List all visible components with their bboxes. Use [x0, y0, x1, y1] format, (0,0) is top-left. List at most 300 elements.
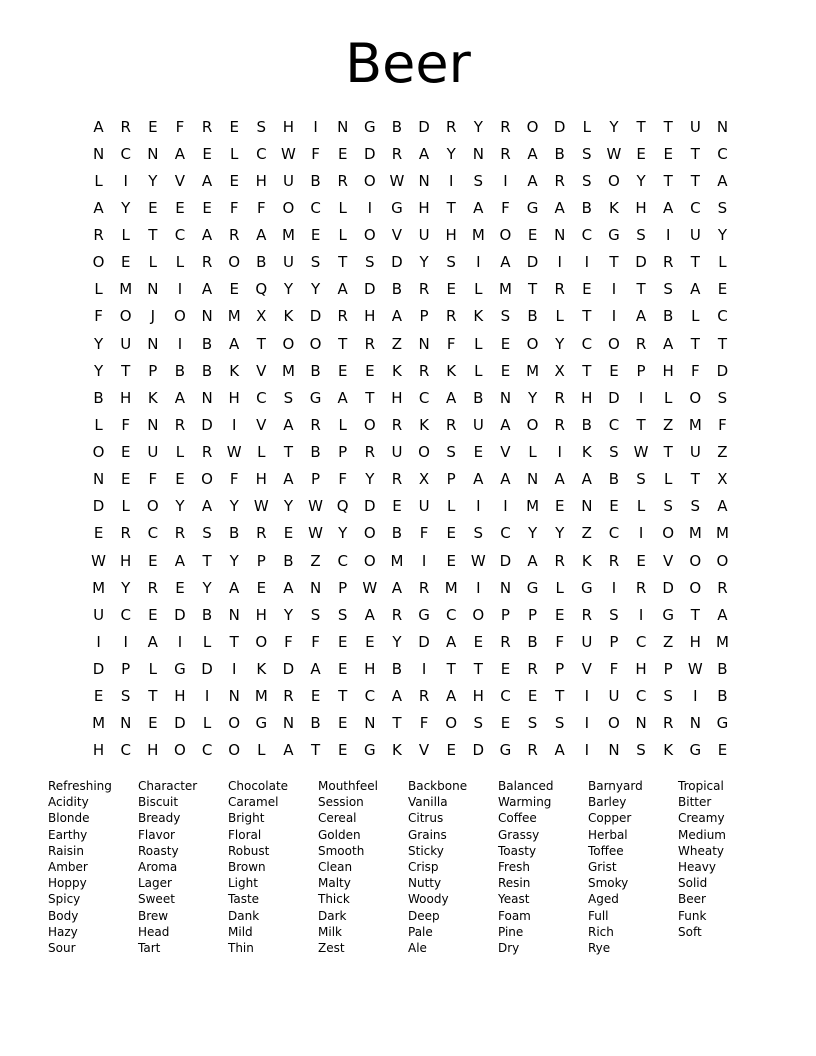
- grid-letter: I: [123, 171, 128, 190]
- grid-letter: A: [635, 307, 647, 326]
- grid-letter: T: [148, 687, 158, 706]
- grid-letter: G: [391, 198, 403, 217]
- grid-letter: F: [501, 198, 510, 217]
- grid-letter: V: [500, 443, 511, 462]
- grid-letter: D: [499, 551, 512, 570]
- grid-letter: A: [663, 334, 674, 353]
- grid-letter: A: [174, 551, 186, 570]
- grid-letter: M: [471, 226, 485, 245]
- grid-letter: E: [527, 687, 538, 706]
- grid-letter: G: [608, 226, 620, 245]
- grid-letter: T: [663, 443, 673, 462]
- word-list-item: Funk: [678, 908, 707, 923]
- word-list-item: Resin: [498, 876, 531, 891]
- grid-letter: M: [688, 524, 702, 543]
- word-list-item: Flavor: [138, 827, 175, 842]
- grid-letter: C: [717, 307, 728, 326]
- grid-letter: G: [581, 578, 593, 597]
- grid-letter: O: [608, 171, 620, 190]
- grid-letter: A: [201, 280, 213, 299]
- grid-letter: A: [500, 253, 511, 272]
- word-list-item: Character: [138, 779, 198, 793]
- grid-letter: T: [338, 687, 348, 706]
- grid-letter: O: [716, 551, 729, 570]
- grid-letter: E: [663, 144, 673, 163]
- word-list-item: Woody: [408, 892, 449, 907]
- grid-letter: O: [472, 605, 485, 624]
- grid-letter: F: [121, 415, 130, 434]
- grid-letter: Z: [391, 334, 403, 353]
- grid-letter: P: [311, 470, 321, 489]
- grid-letter: R: [256, 524, 267, 543]
- grid-letter: T: [446, 198, 456, 217]
- grid-letter: X: [418, 470, 430, 489]
- grid-letter: U: [472, 415, 484, 434]
- grid-letter: M: [281, 361, 295, 380]
- grid-letter: K: [147, 388, 158, 407]
- grid-letter: O: [201, 470, 213, 489]
- grid-letter: G: [526, 578, 539, 597]
- grid-letter: L: [94, 171, 103, 190]
- grid-letter: B: [201, 361, 213, 380]
- grid-letter: E: [636, 144, 646, 163]
- grid-letter: A: [147, 632, 158, 651]
- grid-letter: B: [527, 632, 538, 651]
- grid-letter: B: [310, 171, 321, 190]
- grid-letter: E: [148, 198, 158, 217]
- grid-letter: R: [337, 307, 348, 326]
- grid-letter: E: [500, 361, 511, 380]
- grid-letter: E: [582, 280, 592, 299]
- grid-letter: G: [662, 605, 674, 624]
- grid-letter: A: [93, 198, 104, 217]
- grid-letter: B: [391, 524, 403, 543]
- word-list-item: Zest: [318, 940, 345, 955]
- grid-letter: L: [582, 117, 591, 136]
- grid-letter: Y: [175, 497, 185, 516]
- grid-letter: I: [584, 253, 590, 272]
- grid-letter: E: [337, 741, 348, 760]
- grid-letter: Y: [93, 361, 104, 380]
- grid-letter: C: [581, 334, 593, 353]
- grid-letter: B: [391, 280, 403, 299]
- word-list-item: Bready: [138, 811, 181, 826]
- grid-letter: H: [147, 741, 159, 760]
- word-list-item: Amber: [48, 859, 88, 874]
- word-list-item: Chocolate: [228, 779, 289, 793]
- grid-letter: U: [689, 443, 701, 462]
- word-list-item: Dark: [318, 908, 347, 923]
- grid-letter: W: [253, 497, 269, 516]
- grid-letter: S: [663, 687, 673, 706]
- grid-letter: C: [690, 198, 701, 217]
- grid-letter: A: [554, 198, 565, 217]
- grid-letter: T: [690, 171, 700, 190]
- grid-letter: N: [201, 388, 213, 407]
- word-list-item: Lager: [138, 876, 172, 891]
- grid-letter: M: [444, 578, 458, 597]
- grid-letter: R: [500, 144, 511, 163]
- grid-letter: N: [120, 714, 132, 733]
- grid-letter: F: [284, 632, 293, 651]
- letter-grid: [85, 113, 736, 764]
- grid-letter: S: [690, 497, 701, 516]
- grid-letter: A: [446, 632, 457, 651]
- grid-letter: E: [473, 632, 484, 651]
- grid-letter: C: [120, 741, 131, 760]
- grid-letter: F: [419, 524, 429, 543]
- grid-letter: U: [282, 171, 294, 190]
- word-list-item: Beer: [678, 892, 706, 907]
- grid-letter: B: [229, 524, 240, 543]
- word-list-item: Rye: [588, 940, 611, 955]
- grid-letter: O: [608, 714, 620, 733]
- grid-letter: N: [147, 415, 159, 434]
- grid-letter: W: [389, 171, 405, 190]
- grid-letter: S: [365, 253, 375, 272]
- grid-letter: M: [526, 361, 540, 380]
- grid-letter: Y: [202, 578, 212, 597]
- grid-letter: E: [148, 551, 158, 570]
- word-list-item: Golden: [318, 827, 361, 842]
- grid-letter: H: [581, 388, 593, 407]
- word-list-item: Yeast: [498, 892, 530, 907]
- grid-letter: J: [150, 307, 156, 326]
- grid-letter: X: [717, 470, 728, 489]
- grid-letter: A: [201, 171, 213, 190]
- grid-letter: E: [310, 226, 321, 245]
- grid-letter: Y: [527, 388, 538, 407]
- grid-letter: T: [202, 551, 212, 570]
- grid-letter: H: [445, 226, 457, 245]
- grid-letter: S: [446, 253, 456, 272]
- grid-letter: E: [175, 198, 185, 217]
- grid-letter: O: [228, 714, 241, 733]
- word-list-item: Balanced: [498, 779, 554, 793]
- word-list-item: Roasty: [138, 843, 179, 858]
- grid-letter: H: [120, 551, 132, 570]
- grid-letter: E: [554, 497, 565, 516]
- grid-letter: O: [228, 741, 241, 760]
- grid-letter: F: [229, 470, 239, 489]
- grid-letter: N: [716, 117, 729, 136]
- grid-letter: P: [446, 470, 456, 489]
- grid-letter: L: [447, 497, 456, 516]
- grid-letter: N: [228, 687, 240, 706]
- grid-letter: L: [474, 280, 483, 299]
- grid-letter: S: [663, 280, 673, 299]
- grid-letter: T: [148, 226, 158, 245]
- word-list-item: Body: [48, 908, 79, 923]
- grid-letter: K: [256, 660, 267, 679]
- grid-letter: E: [392, 497, 402, 516]
- word-list-item: Herbal: [588, 827, 628, 842]
- grid-letter: I: [177, 280, 183, 299]
- grid-letter: Y: [717, 226, 728, 245]
- grid-letter: R: [581, 605, 593, 624]
- grid-letter: Z: [663, 632, 674, 651]
- grid-letter: R: [527, 660, 538, 679]
- grid-letter: O: [499, 226, 512, 245]
- grid-letter: V: [581, 660, 592, 679]
- word-list-item: Coffee: [498, 811, 537, 826]
- grid-letter: E: [446, 280, 456, 299]
- grid-letter: E: [120, 253, 131, 272]
- grid-letter: G: [174, 660, 186, 679]
- grid-letter: A: [527, 551, 538, 570]
- word-list-item: Foam: [498, 908, 531, 923]
- grid-letter: N: [282, 714, 295, 733]
- grid-letter: H: [635, 198, 647, 217]
- word-list-item: Nutty: [408, 876, 442, 891]
- grid-letter: N: [472, 144, 484, 163]
- grid-letter: T: [582, 307, 592, 326]
- grid-letter: E: [148, 714, 158, 733]
- grid-letter: Q: [255, 280, 268, 299]
- grid-letter: L: [202, 714, 212, 733]
- grid-letter: L: [257, 741, 266, 760]
- grid-letter: P: [555, 660, 565, 679]
- grid-letter: L: [202, 632, 212, 651]
- grid-letter: L: [691, 307, 700, 326]
- grid-letter: I: [611, 280, 617, 299]
- word-list-item: Robust: [228, 843, 270, 858]
- grid-letter: A: [283, 470, 294, 489]
- grid-letter: U: [120, 334, 132, 353]
- word-list-item: Cereal: [318, 811, 357, 826]
- grid-letter: U: [581, 632, 593, 651]
- grid-letter: T: [121, 361, 131, 380]
- grid-letter: L: [338, 415, 347, 434]
- grid-letter: I: [638, 605, 644, 624]
- grid-letter: I: [584, 714, 590, 733]
- grid-letter: R: [527, 741, 538, 760]
- grid-letter: H: [255, 171, 267, 190]
- grid-letter: R: [120, 117, 131, 136]
- grid-letter: C: [201, 741, 213, 760]
- grid-letter: K: [419, 415, 429, 434]
- grid-letter: T: [582, 361, 592, 380]
- word-list-item: Grains: [408, 827, 447, 842]
- grid-letter: N: [526, 470, 539, 489]
- grid-letter: M: [92, 578, 106, 597]
- grid-letter: M: [498, 280, 512, 299]
- grid-letter: K: [581, 443, 592, 462]
- grid-letter: B: [310, 443, 321, 462]
- grid-letter: L: [230, 144, 239, 163]
- grid-letter: M: [227, 307, 241, 326]
- grid-letter: D: [201, 415, 213, 434]
- grid-letter: N: [581, 497, 593, 516]
- grid-letter: W: [91, 551, 106, 570]
- grid-letter: R: [391, 605, 403, 624]
- grid-letter: W: [633, 443, 649, 462]
- word-list-item: Bright: [228, 811, 265, 826]
- grid-letter: A: [581, 470, 592, 489]
- word-list-item: Milk: [318, 924, 342, 939]
- grid-letter: O: [119, 307, 132, 326]
- grid-letter: M: [92, 714, 106, 733]
- grid-letter: L: [94, 280, 103, 299]
- grid-letter: R: [418, 361, 430, 380]
- grid-letter: B: [554, 144, 565, 163]
- grid-letter: O: [228, 253, 241, 272]
- grid-letter: E: [202, 198, 212, 217]
- grid-letter: R: [662, 714, 674, 733]
- grid-letter: U: [689, 226, 701, 245]
- grid-letter: Y: [310, 280, 321, 299]
- grid-letter: U: [418, 497, 430, 516]
- grid-letter: K: [581, 551, 592, 570]
- grid-letter: E: [473, 443, 484, 462]
- grid-letter: H: [92, 741, 105, 760]
- grid-letter: B: [608, 470, 620, 489]
- grid-letter: C: [256, 144, 267, 163]
- grid-letter: I: [231, 660, 237, 679]
- grid-letter: L: [636, 497, 646, 516]
- grid-letter: L: [338, 198, 347, 217]
- grid-letter: E: [500, 660, 511, 679]
- grid-letter: E: [148, 605, 158, 624]
- grid-letter: S: [636, 470, 646, 489]
- grid-letter: I: [177, 334, 183, 353]
- grid-letter: A: [256, 226, 267, 245]
- grid-letter: W: [308, 497, 323, 516]
- grid-letter: D: [92, 497, 105, 516]
- word-list-item: Tart: [138, 940, 161, 955]
- word-list-item: Copper: [588, 811, 632, 826]
- grid-letter: E: [202, 144, 212, 163]
- grid-letter: O: [174, 741, 186, 760]
- grid-letter: D: [282, 660, 295, 679]
- grid-letter: Y: [392, 632, 402, 651]
- word-list-item: Acidity: [48, 795, 89, 810]
- grid-letter: D: [716, 361, 729, 380]
- grid-letter: R: [364, 334, 376, 353]
- grid-letter: H: [662, 361, 674, 380]
- grid-letter: F: [256, 198, 266, 217]
- word-list-item: Light: [228, 876, 258, 891]
- grid-letter: C: [120, 605, 131, 624]
- grid-letter: E: [500, 334, 511, 353]
- grid-letter: U: [608, 687, 620, 706]
- grid-letter: K: [446, 361, 457, 380]
- grid-letter: O: [146, 497, 159, 516]
- word-list-item: Toasty: [498, 843, 537, 858]
- grid-letter: G: [689, 741, 702, 760]
- grid-letter: R: [201, 117, 213, 136]
- grid-letter: A: [201, 226, 213, 245]
- grid-letter: R: [228, 226, 240, 245]
- grid-letter: Y: [229, 497, 239, 516]
- grid-letter: N: [147, 280, 159, 299]
- grid-letter: I: [476, 497, 481, 516]
- word-list-item: Vanilla: [408, 795, 448, 810]
- grid-letter: O: [418, 443, 430, 462]
- grid-letter: K: [609, 198, 619, 217]
- grid-letter: A: [391, 578, 403, 597]
- grid-letter: N: [92, 470, 105, 489]
- grid-letter: E: [175, 470, 185, 489]
- grid-letter: V: [256, 415, 267, 434]
- grid-letter: T: [690, 470, 700, 489]
- grid-letter: B: [310, 714, 321, 733]
- grid-letter: R: [93, 226, 104, 245]
- grid-letter: P: [500, 605, 510, 624]
- grid-letter: N: [92, 144, 105, 163]
- grid-letter: I: [421, 551, 427, 570]
- grid-letter: P: [338, 443, 348, 462]
- grid-letter: K: [392, 741, 402, 760]
- grid-letter: P: [148, 361, 158, 380]
- grid-letter: P: [609, 632, 619, 651]
- grid-letter: E: [93, 687, 104, 706]
- grid-letter: E: [93, 524, 104, 543]
- word-list-item: Aroma: [138, 859, 178, 874]
- grid-letter: P: [256, 551, 266, 570]
- grid-letter: D: [635, 253, 647, 272]
- grid-letter: S: [446, 443, 456, 462]
- grid-letter: V: [418, 741, 430, 760]
- grid-letter: R: [554, 551, 565, 570]
- grid-letter: A: [717, 605, 728, 624]
- grid-letter: E: [527, 226, 538, 245]
- word-list-item: Session: [318, 795, 364, 810]
- grid-letter: G: [526, 198, 539, 217]
- grid-letter: Y: [338, 524, 348, 543]
- grid-letter: B: [174, 361, 186, 380]
- grid-letter: E: [120, 470, 131, 489]
- grid-letter: A: [201, 497, 213, 516]
- grid-letter: A: [717, 171, 728, 190]
- grid-letter: B: [581, 198, 592, 217]
- grid-letter: F: [338, 470, 347, 489]
- grid-letter: Z: [663, 415, 674, 434]
- grid-letter: R: [337, 171, 348, 190]
- grid-letter: O: [363, 524, 376, 543]
- grid-letter: L: [474, 334, 483, 353]
- word-list-item: Earthy: [48, 827, 88, 842]
- grid-letter: O: [363, 171, 376, 190]
- grid-letter: E: [337, 660, 348, 679]
- grid-letter: T: [663, 117, 673, 136]
- grid-letter: A: [174, 388, 186, 407]
- grid-letter: Y: [365, 470, 375, 489]
- word-list-item: Sour: [48, 940, 76, 955]
- grid-letter: A: [554, 741, 565, 760]
- grid-letter: T: [283, 443, 294, 462]
- grid-letter: S: [473, 714, 484, 733]
- word-list-item: Clean: [318, 859, 353, 874]
- grid-letter: R: [174, 524, 186, 543]
- word-list-item: Aged: [588, 892, 619, 907]
- grid-letter: L: [175, 443, 185, 462]
- grid-letter: R: [418, 280, 430, 299]
- grid-letter: Y: [229, 551, 239, 570]
- grid-letter: N: [418, 171, 430, 190]
- grid-letter: W: [470, 551, 486, 570]
- grid-letter: D: [174, 605, 186, 624]
- grid-letter: Y: [121, 578, 131, 597]
- grid-letter: I: [177, 632, 183, 651]
- grid-letter: E: [229, 280, 239, 299]
- grid-letter: L: [555, 307, 564, 326]
- word-list-item: Thin: [228, 940, 254, 955]
- grid-letter: V: [391, 226, 403, 245]
- grid-letter: N: [635, 714, 647, 733]
- grid-letter: F: [311, 632, 320, 651]
- grid-letter: E: [337, 632, 348, 651]
